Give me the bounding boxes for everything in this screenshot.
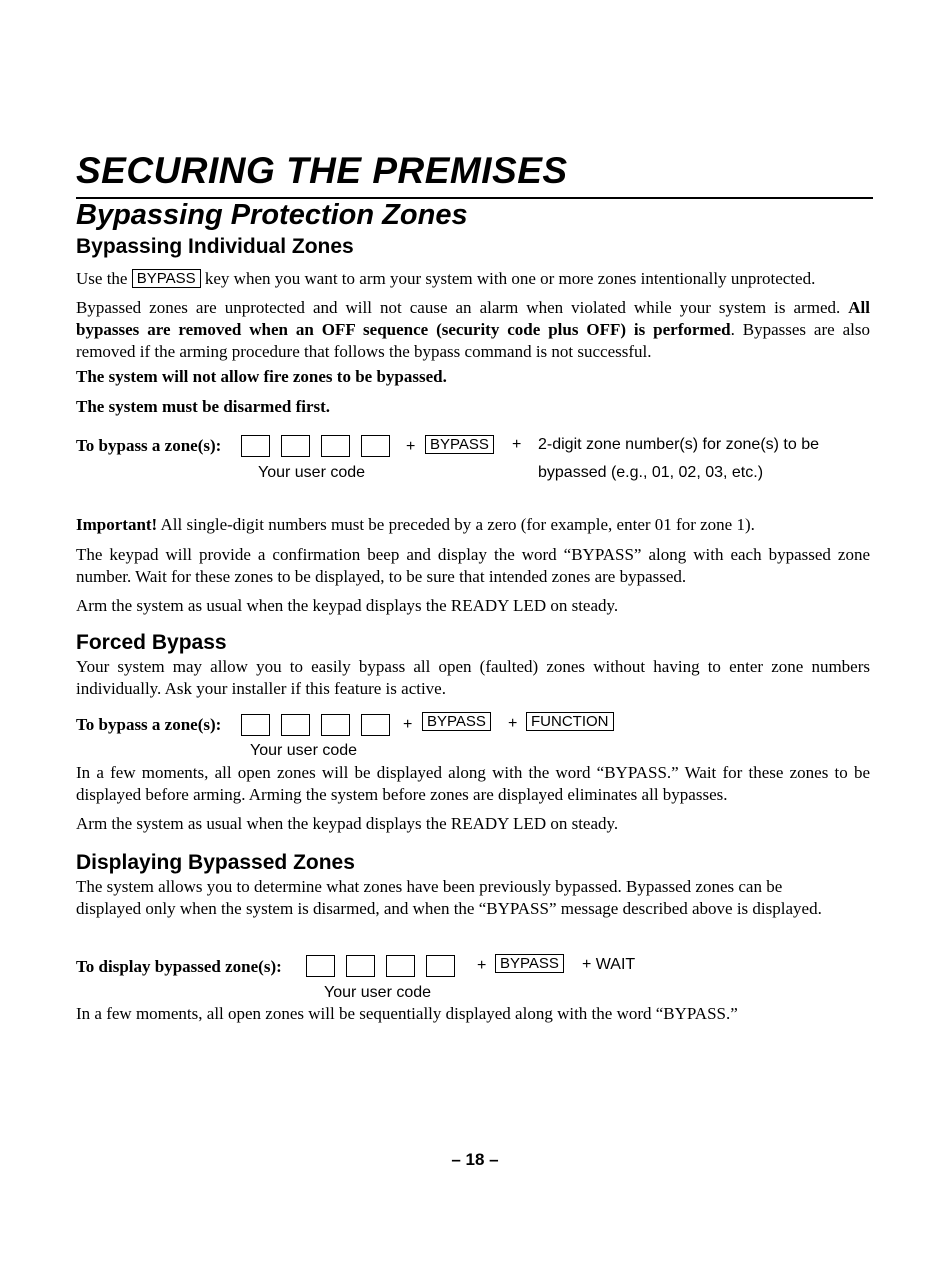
heading-forced-bypass: Forced Bypass (76, 631, 227, 654)
page-title: SECURING THE PREMISES (76, 150, 568, 191)
text: key when you want to arm your system with one or more zones intentionally unprotected. (204, 269, 816, 288)
bypass-key: BYPASS (495, 954, 564, 973)
code-digit-box (346, 955, 375, 977)
sequence-label: To display bypassed zone(s): (76, 957, 282, 976)
code-digit-box (241, 435, 270, 457)
zone-number-desc: bypassed (e.g., 01, 02, 03, etc.) (538, 464, 764, 481)
code-digit-box (281, 714, 310, 736)
code-digit-box (361, 714, 390, 736)
wait-step: + WAIT (582, 956, 636, 973)
heading-displaying-bypassed: Displaying Bypassed Zones (76, 851, 355, 874)
code-digit-box (321, 714, 350, 736)
bold-text: All bypasses are removed when an OFF sequence (security code plus OFF) is performed (76, 298, 871, 339)
text: Bypassed zones are unprotected and will not cause an alarm when violated while your system is armed. (76, 298, 841, 317)
paragraph-arm: Arm the system as usual when the keypad displays the READY LED on steady. (76, 596, 619, 615)
zone-number-desc: 2-digit zone number(s) for zone(s) to be (538, 436, 820, 453)
paragraph-sequential-display: In a few moments, all open zones will be sequentially displayed along with the word “BYPASS.” (76, 1004, 738, 1023)
bypass-key: BYPASS (132, 269, 201, 288)
important-note (76, 514, 755, 536)
page-number: – 18 – (451, 1150, 499, 1169)
plus-sign: + (406, 438, 416, 455)
code-digit-box (361, 435, 390, 457)
sequence-label: To bypass a zone(s): (76, 436, 222, 455)
heading-individual-zones: Bypassing Individual Zones (76, 235, 354, 258)
user-code-caption: Your user code (324, 984, 432, 1001)
important-label: Important! (76, 515, 158, 534)
text: All single-digit numbers must be preceded by a zero (for example, enter 01 for zone 1). (160, 515, 755, 534)
text: . Bypasses are also removed if the arming procedure that follows the bypass command is not successful. (76, 320, 870, 361)
user-code-caption: Your user code (250, 742, 358, 759)
paragraph-open-zones: In a few moments, all open zones will be displayed along with the word “BYPASS.” Wait for these zones to be displayed before arming. Arming the system before zones are displayed eliminates all bypasses. (76, 763, 870, 804)
user-code-caption: Your user code (258, 464, 366, 481)
paragraph-bypassed-zones (76, 297, 870, 363)
code-digit-box (386, 955, 415, 977)
paragraph-arm: Arm the system as usual when the keypad displays the READY LED on steady. (76, 814, 619, 833)
code-digit-box (306, 955, 335, 977)
text: Use the (76, 269, 128, 288)
function-key: FUNCTION (526, 712, 614, 731)
section-title: Bypassing Protection Zones (76, 199, 468, 231)
note-fire-zones: The system will not allow fire zones to be bypassed. (76, 367, 447, 386)
bypass-key: BYPASS (422, 712, 491, 731)
plus-sign: + (403, 716, 413, 733)
code-digit-box (281, 435, 310, 457)
code-digit-box (426, 955, 455, 977)
note-disarmed: The system must be disarmed first. (76, 397, 331, 416)
code-digit-box (241, 714, 270, 736)
paragraph-forced-bypass: Your system may allow you to easily bypass all open (faulted) zones without having to enter zone numbers individually. Ask your installer if this feature is active. (76, 657, 870, 698)
paragraph-use-bypass (76, 268, 815, 290)
code-digit-box (321, 435, 350, 457)
sequence-label: To bypass a zone(s): (76, 715, 222, 734)
paragraph-confirmation: The keypad will provide a confirmation beep and display the word “BYPASS” along with each bypassed zone number. Wait for these zones to be displayed, to be sure that intended zones are bypassed. (76, 545, 870, 586)
plus-sign: + (508, 715, 518, 732)
paragraph-display-bypassed: The system allows you to determine what zones have been previously bypassed. Bypassed zones can be displayed only when the system is disarmed, and when the “BYPASS” message described above is displayed. (76, 877, 822, 918)
plus-sign: + (477, 957, 487, 974)
plus-sign: + (512, 436, 522, 453)
bypass-key: BYPASS (425, 435, 494, 454)
